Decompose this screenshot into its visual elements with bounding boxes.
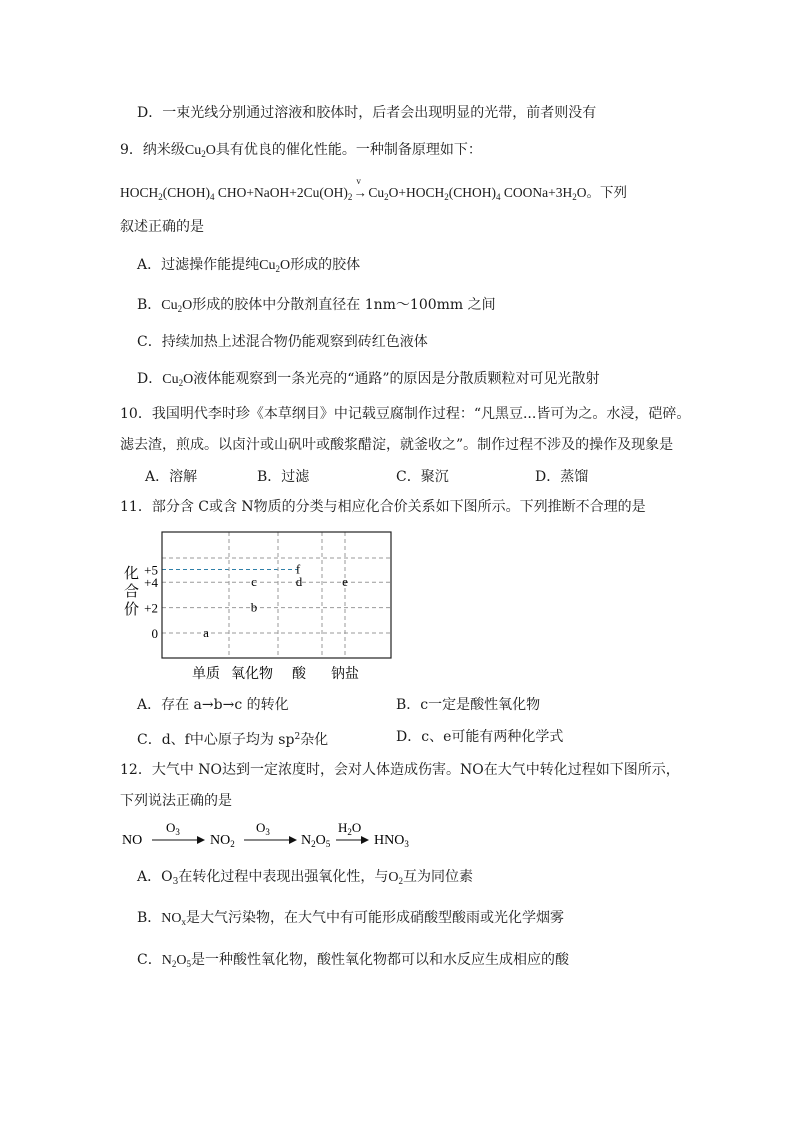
- q9-option-a: A．过滤操作能提纯$Cu_2O$形成的胶体: [137, 257, 361, 274]
- q11-option-d: D．c、e可能有两种化学式: [396, 729, 564, 745]
- scheme-end: $HNO_3$: [374, 833, 409, 849]
- q9-option-c: C．持续加热上述混合物仍能观察到砖红色液体: [137, 334, 428, 350]
- scheme-reagent-2: $O_3$: [256, 820, 270, 837]
- y-tick-label: +4: [144, 575, 158, 591]
- chart-frame: [162, 532, 391, 658]
- data-point-labels: [203, 562, 348, 641]
- q12-stem-2: 下列说法正确的是: [120, 793, 232, 809]
- q10-stem-1: 10．我国明代李时珍《本草纲目》中记载豆腐制作过程：“凡黑豆...皆可为之。水浸，硙碎。: [120, 406, 691, 422]
- y-tick-labels: [144, 563, 158, 642]
- point-d: d: [295, 574, 303, 590]
- point-e: e: [342, 574, 348, 590]
- scheme-start: NO: [122, 833, 143, 848]
- point-b: b: [250, 599, 258, 615]
- q10-option-c: C．聚沉: [396, 469, 449, 485]
- y-tick-label: 0: [151, 626, 158, 641]
- q11-option-a: A．存在 a→b→c 的转化: [137, 697, 289, 713]
- q9-equation: $HOCH_2(CHOH)_4$ $CHO+NaOH+2Cu(OH)_2$ v → $Cu_2O+HOCH_2(CHOH)_4$ $COONa+3H_2O$。下列: [120, 176, 627, 202]
- point-c: c: [251, 574, 257, 590]
- y-axis-label-char: 化: [124, 566, 140, 582]
- scheme-reagent-1: $O_3$: [166, 820, 180, 837]
- q12-stem-1: 12．大气中 NO达到一定浓度时，会对人体造成伤害。NO在大气中转化过程如下图所示，: [120, 762, 680, 778]
- category-label: 酸: [292, 667, 306, 682]
- chart-grid: [162, 532, 391, 658]
- point-f: f: [295, 561, 301, 577]
- scheme-reagent-3: $H_2O$: [338, 820, 362, 837]
- point-a: a: [203, 625, 209, 640]
- scheme-mid-2: $N_2O_5$: [301, 833, 331, 849]
- q9-option-b: B．$Cu_2O$形成的胶体中分散剂直径在 1nm～100mm 之间: [137, 297, 496, 314]
- q10-stem-2: 滤去渣，煎成。以卤汁或山矾叶或酸浆醋淀，就釜收之”。制作过程不涉及的操作及现象是: [120, 437, 674, 453]
- q10-option-b: B．过滤: [257, 469, 310, 485]
- cu2o-formula: $Cu_2O$: [184, 143, 216, 159]
- q9-stem-end: 叙述正确的是: [120, 219, 204, 235]
- q11-option-b: B．c一定是酸性氧化物: [396, 697, 541, 713]
- reaction-arrow: v →: [353, 176, 367, 200]
- q11-option-c: C．d、f中心原子均为 $sp^2$杂化: [137, 732, 329, 748]
- q9-option-d: D．$Cu_2O$液体能观察到一条光亮的“通路”的原因是分散质颗粒对可见光散射: [137, 371, 600, 388]
- q12-option-c: C．$N_2O_5$是一种酸性氧化物，酸性氧化物都可以和水反应生成相应的酸: [137, 952, 569, 969]
- category-label: 单质: [192, 667, 220, 682]
- y-axis-label: [124, 565, 139, 618]
- q10-option-a: A．溶解: [145, 469, 198, 485]
- q10-option-d: D．蒸馏: [535, 469, 589, 485]
- q11-stem: 11．部分含 C或含 N物质的分类与相应化合价关系如下图所示。下列推断不合理的是: [120, 499, 646, 515]
- scheme-mid-1: $NO_2$: [210, 833, 235, 849]
- y-axis-label-char: 合: [124, 584, 140, 600]
- category-label: 氧化物: [231, 667, 273, 682]
- q12-option-b: B．$NO_x$是大气污染物，在大气中有可能形成硝酸型酸雨或光化学烟雾: [137, 910, 565, 927]
- q9-stem: 9．纳米级$Cu_2O$具有优良的催化性能。一种制备原理如下：: [120, 142, 482, 159]
- y-tick-label: +5: [144, 562, 158, 578]
- y-axis-label-char: 价: [124, 602, 140, 618]
- category-label: 钠盐: [331, 667, 359, 682]
- q12-option-a: A．$O_3$在转化过程中表现出强氧化性，与$O_2$互为同位素: [137, 869, 473, 887]
- q8-option-d: D．一束光线分别通过溶液和胶体时，后者会出现明显的光带，前者则没有: [137, 105, 597, 121]
- category-labels: [192, 665, 359, 682]
- no-conversion-scheme: [118, 816, 428, 858]
- y-tick-label: +2: [144, 600, 158, 616]
- valence-chart: [118, 526, 408, 686]
